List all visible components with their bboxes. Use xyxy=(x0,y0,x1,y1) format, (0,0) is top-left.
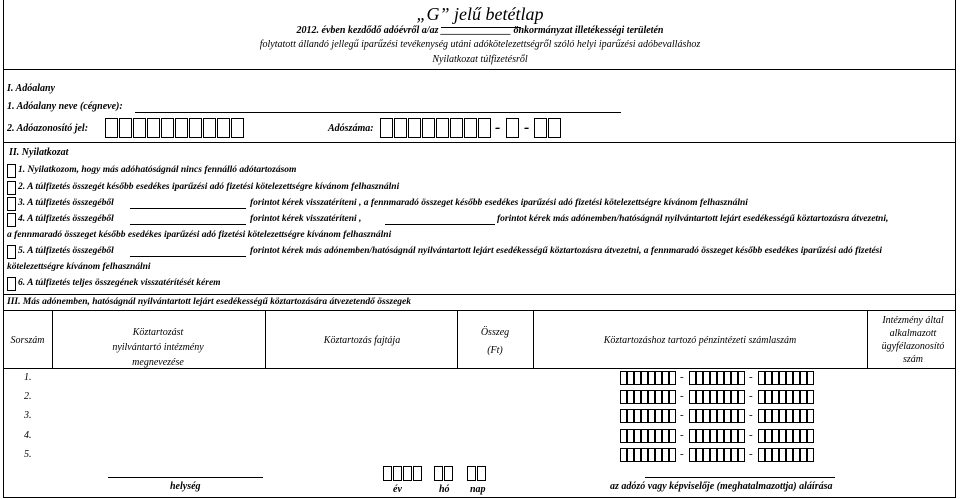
digit-box[interactable] xyxy=(648,390,655,404)
account-number-group[interactable] xyxy=(620,429,676,443)
tax-id-label: 2. Adóazonosító jel: xyxy=(7,123,89,134)
section-2-heading: II. Nyilatkozat xyxy=(9,147,69,158)
digit-box[interactable] xyxy=(641,390,648,404)
divider xyxy=(3,368,956,369)
digit-box[interactable] xyxy=(703,448,710,462)
declaration-item-4-c: forintot kérek más adónemben/hatóságnál nyilvántartott lejárt esedékességű köztartozásra átvezetni, xyxy=(497,214,889,224)
digit-box[interactable] xyxy=(133,118,146,138)
digit-box[interactable] xyxy=(383,466,392,481)
table-row-number: 5. xyxy=(24,449,32,460)
municipality-field[interactable] xyxy=(441,27,521,28)
account-number-dash: - xyxy=(749,429,753,441)
digit-box[interactable] xyxy=(710,429,717,443)
digit-box[interactable] xyxy=(217,118,230,138)
digit-box[interactable] xyxy=(786,429,793,443)
digit-box[interactable] xyxy=(800,429,807,443)
digit-box[interactable] xyxy=(696,371,703,385)
digit-box[interactable] xyxy=(689,409,696,423)
digit-box[interactable] xyxy=(662,409,669,423)
digit-box[interactable] xyxy=(800,371,807,385)
digit-box[interactable] xyxy=(620,429,627,443)
digit-box[interactable] xyxy=(710,409,717,423)
digit-box[interactable] xyxy=(807,429,814,443)
digit-box[interactable] xyxy=(703,371,710,385)
account-number-dash: - xyxy=(749,371,753,383)
digit-box[interactable] xyxy=(634,390,641,404)
taxpayer-name-field[interactable] xyxy=(135,112,621,113)
digit-box[interactable] xyxy=(434,466,443,481)
digit-box[interactable] xyxy=(800,448,807,462)
date-month-field[interactable] xyxy=(434,466,454,481)
digit-box[interactable] xyxy=(627,371,634,385)
digit-box[interactable] xyxy=(627,409,634,423)
digit-box[interactable] xyxy=(758,448,765,462)
digit-box[interactable] xyxy=(779,448,786,462)
account-number-dash: - xyxy=(680,448,684,460)
digit-box[interactable] xyxy=(731,390,738,404)
digit-box[interactable] xyxy=(662,371,669,385)
declaration-item-4-d: a fennmaradó összeget később esedékes iparűzési adó fizetési kötelezettségre kívánom felhasználni xyxy=(7,230,392,240)
digit-box[interactable] xyxy=(634,371,641,385)
digit-box[interactable] xyxy=(793,409,800,423)
digit-box[interactable] xyxy=(634,409,641,423)
digit-box[interactable] xyxy=(793,448,800,462)
checkbox-5[interactable] xyxy=(7,245,16,259)
date-year-field[interactable] xyxy=(383,466,423,481)
account-number-dash: - xyxy=(749,409,753,421)
account-number-group[interactable] xyxy=(620,371,676,385)
digit-box[interactable] xyxy=(393,466,402,481)
checkbox-4[interactable] xyxy=(7,213,16,227)
digit-box[interactable] xyxy=(779,390,786,404)
digit-box[interactable] xyxy=(779,429,786,443)
digit-box[interactable] xyxy=(724,409,731,423)
digit-box[interactable] xyxy=(655,429,662,443)
digit-box[interactable] xyxy=(696,390,703,404)
digit-box[interactable] xyxy=(717,390,724,404)
digit-box[interactable] xyxy=(689,371,696,385)
digit-box[interactable] xyxy=(807,409,814,423)
digit-box[interactable] xyxy=(478,118,491,138)
digit-box[interactable] xyxy=(710,371,717,385)
digit-box[interactable] xyxy=(175,118,188,138)
digit-box[interactable] xyxy=(724,371,731,385)
table-row-number: 2. xyxy=(24,391,32,402)
col-header-sorszam: Sorszám xyxy=(10,335,45,346)
digit-box[interactable] xyxy=(105,118,118,138)
account-number-group[interactable] xyxy=(689,448,745,462)
col-divider xyxy=(265,310,266,368)
declaration-item-4-a: 4. A túlfizetés összegéből xyxy=(18,214,114,224)
digit-box[interactable] xyxy=(620,448,627,462)
digit-box[interactable] xyxy=(648,448,655,462)
digit-box[interactable] xyxy=(731,371,738,385)
digit-box[interactable] xyxy=(669,390,676,404)
taxpayer-name-label: 1. Adóalany neve (cégneve): xyxy=(7,101,123,112)
digit-box[interactable] xyxy=(772,429,779,443)
digit-box[interactable] xyxy=(807,371,814,385)
digit-box[interactable] xyxy=(738,390,745,404)
digit-box[interactable] xyxy=(648,429,655,443)
digit-box[interactable] xyxy=(641,448,648,462)
digit-box[interactable] xyxy=(800,409,807,423)
col-header-szamla: Köztartozáshoz tartozó pénzintézeti számlaszám xyxy=(603,335,797,346)
digit-box[interactable] xyxy=(772,448,779,462)
digit-box[interactable] xyxy=(765,429,772,443)
digit-box[interactable] xyxy=(641,371,648,385)
digit-box[interactable] xyxy=(655,371,662,385)
digit-box[interactable] xyxy=(758,429,765,443)
digit-box[interactable] xyxy=(724,390,731,404)
declaration-item-1: 1. Nyilatkozom, hogy más adóhatóságnál nincs fennálló adótartozásom xyxy=(18,165,297,175)
digit-box[interactable] xyxy=(662,448,669,462)
col-divider xyxy=(52,310,53,368)
col-header-osszeg: Összeg xyxy=(480,327,510,338)
digit-box[interactable] xyxy=(620,390,627,404)
divider xyxy=(3,310,956,311)
divider xyxy=(3,142,956,143)
table-row-number: 4. xyxy=(24,430,32,441)
digit-box[interactable] xyxy=(772,409,779,423)
digit-box[interactable] xyxy=(738,409,745,423)
header-line-1: 2012. évben kezdődő adóévről a/az ______________ önkormányzat illetékességi területén xyxy=(296,25,664,36)
digit-box[interactable] xyxy=(634,448,641,462)
account-number-group[interactable] xyxy=(620,448,676,462)
digit-box[interactable] xyxy=(703,390,710,404)
tax-number-field-2[interactable] xyxy=(506,118,520,138)
digit-box[interactable] xyxy=(717,448,724,462)
account-number-group[interactable] xyxy=(758,409,814,423)
digit-box[interactable] xyxy=(641,429,648,443)
digit-box[interactable] xyxy=(662,429,669,443)
digit-box[interactable] xyxy=(534,118,547,138)
digit-box[interactable] xyxy=(689,448,696,462)
col-header-osszeg-unit: (Ft) xyxy=(487,345,503,356)
digit-box[interactable] xyxy=(738,429,745,443)
digit-box[interactable] xyxy=(627,429,634,443)
account-number-group[interactable] xyxy=(689,409,745,423)
checkbox-1[interactable] xyxy=(7,164,16,178)
form-title: „G” jelű betétlap xyxy=(416,4,544,24)
refund-amount-field-3[interactable] xyxy=(130,208,246,209)
digit-box[interactable] xyxy=(765,448,772,462)
date-day-field[interactable] xyxy=(467,466,487,481)
digit-box[interactable] xyxy=(807,390,814,404)
section-3-heading: III. Más adónemben, hatóságnál nyilvántartott lejárt esedékességű köztartozására átvezetendő összegek xyxy=(7,297,412,307)
day-label: nap xyxy=(470,484,486,495)
digit-box[interactable] xyxy=(779,409,786,423)
digit-box[interactable] xyxy=(203,118,216,138)
digit-box[interactable] xyxy=(119,118,132,138)
account-number-group[interactable] xyxy=(758,448,814,462)
declaration-item-3-a: 3. A túlfizetés összegéből xyxy=(18,198,114,208)
digit-box[interactable] xyxy=(669,371,676,385)
account-number-group[interactable] xyxy=(689,390,745,404)
digit-box[interactable] xyxy=(786,390,793,404)
declaration-item-2: 2. A túlfizetés összegét később esedékes iparűzési adó fizetési kötelezettségre kívánom felhasználni xyxy=(18,182,400,192)
digit-box[interactable] xyxy=(422,118,435,138)
digit-box[interactable] xyxy=(710,448,717,462)
declaration-item-6: 6. A túlfizetés teljes összegének visszatérítését kérem xyxy=(18,278,221,288)
header-line-2: folytatott állandó jellegű iparűzési tevékenység utáni adókötelezettségről szóló helyi iparűzési adóbevalláshoz xyxy=(259,39,701,50)
digit-box[interactable] xyxy=(189,118,202,138)
digit-box[interactable] xyxy=(477,466,486,481)
digit-box[interactable] xyxy=(696,448,703,462)
declaration-item-5-b: forintot kérek más adónemben/hatóságnál nyilvántartott lejárt esedékességű köztartozásra átvezetni, a fennmaradó összeget később esedékes iparűzési adó fizetési xyxy=(250,246,883,256)
digit-box[interactable] xyxy=(786,448,793,462)
tax-id-field[interactable] xyxy=(105,118,245,138)
digit-box[interactable] xyxy=(731,409,738,423)
account-number-group[interactable] xyxy=(758,371,814,385)
digit-box[interactable] xyxy=(738,371,745,385)
digit-box[interactable] xyxy=(772,371,779,385)
digit-box[interactable] xyxy=(506,118,519,138)
digit-box[interactable] xyxy=(703,429,710,443)
table-row-number: 3. xyxy=(24,410,32,421)
digit-box[interactable] xyxy=(807,448,814,462)
account-number-dash: - xyxy=(680,429,684,441)
digit-box[interactable] xyxy=(758,371,765,385)
col-header-intezmeny: Köztartozást nyilvántartó intézmény megnevezése xyxy=(112,327,204,368)
digit-box[interactable] xyxy=(655,390,662,404)
digit-box[interactable] xyxy=(161,118,174,138)
digit-box[interactable] xyxy=(231,118,244,138)
checkbox-3[interactable] xyxy=(7,197,16,211)
account-number-group[interactable] xyxy=(758,390,814,404)
col-divider xyxy=(457,310,458,368)
digit-box[interactable] xyxy=(772,390,779,404)
digit-box[interactable] xyxy=(548,118,561,138)
account-number-dash: - xyxy=(680,390,684,402)
place-label: helység xyxy=(170,481,201,492)
account-number-group[interactable] xyxy=(620,390,676,404)
digit-box[interactable] xyxy=(627,390,634,404)
digit-box[interactable] xyxy=(703,409,710,423)
tax-number-field-3[interactable] xyxy=(534,118,562,138)
tax-number-field[interactable] xyxy=(380,118,492,138)
transfer-amount-field-5[interactable] xyxy=(130,256,246,257)
section-1-heading: I. Adóalany xyxy=(7,83,55,94)
digit-box[interactable] xyxy=(696,409,703,423)
table-row-number: 1. xyxy=(24,372,32,383)
digit-box[interactable] xyxy=(655,448,662,462)
place-field[interactable] xyxy=(108,477,263,478)
digit-box[interactable] xyxy=(669,429,676,443)
digit-box[interactable] xyxy=(717,409,724,423)
checkbox-2[interactable] xyxy=(7,181,16,195)
signature-label: az adózó vagy képviselője (meghatalmazottja) aláírása xyxy=(610,481,833,492)
digit-box[interactable] xyxy=(627,448,634,462)
account-number-dash: - xyxy=(680,371,684,383)
digit-box[interactable] xyxy=(731,429,738,443)
divider xyxy=(3,294,956,295)
digit-box[interactable] xyxy=(655,409,662,423)
digit-box[interactable] xyxy=(779,371,786,385)
digit-box[interactable] xyxy=(724,448,731,462)
digit-box[interactable] xyxy=(758,390,765,404)
digit-box[interactable] xyxy=(786,371,793,385)
digit-box[interactable] xyxy=(380,118,393,138)
digit-box[interactable] xyxy=(444,466,453,481)
account-number-group[interactable] xyxy=(689,429,745,443)
account-number-dash: - xyxy=(749,390,753,402)
digit-box[interactable] xyxy=(765,371,772,385)
digit-box[interactable] xyxy=(634,429,641,443)
declaration-item-5-c: kötelezettségre kívánom felhasználni xyxy=(7,262,151,272)
declaration-item-3-b: forintot kérek visszatéríteni , a fennmaradó összeget később esedékes iparűzési adó fizetési kötelezettségre kívánom felhasználni xyxy=(250,198,748,208)
digit-box[interactable] xyxy=(436,118,449,138)
digit-box[interactable] xyxy=(765,390,772,404)
account-number-dash: - xyxy=(680,409,684,421)
month-label: hó xyxy=(439,484,450,495)
digit-box[interactable] xyxy=(450,118,463,138)
year-label: év xyxy=(393,484,402,495)
digit-box[interactable] xyxy=(717,371,724,385)
digit-box[interactable] xyxy=(786,409,793,423)
digit-box[interactable] xyxy=(620,409,627,423)
digit-box[interactable] xyxy=(793,429,800,443)
checkbox-6[interactable] xyxy=(7,277,16,291)
digit-box[interactable] xyxy=(648,409,655,423)
digit-box[interactable] xyxy=(793,371,800,385)
declaration-item-4-b: forintot kérek visszatéríteni , xyxy=(250,214,362,224)
digit-box[interactable] xyxy=(662,390,669,404)
digit-box[interactable] xyxy=(408,118,421,138)
account-number-group[interactable] xyxy=(758,429,814,443)
declaration-item-5-a: 5. A túlfizetés összegéből xyxy=(18,246,114,256)
digit-box[interactable] xyxy=(710,390,717,404)
digit-box[interactable] xyxy=(641,409,648,423)
signature-field[interactable] xyxy=(645,477,835,478)
header-line-3: Nyilatkozat túlfizetésről xyxy=(432,54,528,65)
digit-box[interactable] xyxy=(394,118,407,138)
account-number-group[interactable] xyxy=(620,409,676,423)
account-number-dash: - xyxy=(749,448,753,460)
digit-box[interactable] xyxy=(147,118,160,138)
digit-box[interactable] xyxy=(669,409,676,423)
digit-box[interactable] xyxy=(689,429,696,443)
col-header-fajta: Köztartozás fajtája xyxy=(323,335,401,346)
refund-amount-field-4[interactable] xyxy=(130,224,246,225)
col-header-ugyfel: Intézmény által alkalmazott ügyfélazonosító szám xyxy=(881,315,945,365)
digit-box[interactable] xyxy=(800,390,807,404)
tax-number-label: Adószáma: xyxy=(328,123,374,134)
tax-number-dash-1: - xyxy=(495,119,501,136)
digit-box[interactable] xyxy=(464,118,477,138)
digit-box[interactable] xyxy=(793,390,800,404)
digit-box[interactable] xyxy=(467,466,476,481)
digit-box[interactable] xyxy=(738,448,745,462)
divider xyxy=(3,69,956,70)
digit-box[interactable] xyxy=(696,429,703,443)
tax-number-dash-2: - xyxy=(524,119,530,136)
digit-box[interactable] xyxy=(648,371,655,385)
digit-box[interactable] xyxy=(717,429,724,443)
transfer-amount-field-4[interactable] xyxy=(385,224,495,225)
digit-box[interactable] xyxy=(724,429,731,443)
digit-box[interactable] xyxy=(765,409,772,423)
digit-box[interactable] xyxy=(413,466,422,481)
digit-box[interactable] xyxy=(689,390,696,404)
digit-box[interactable] xyxy=(403,466,412,481)
col-divider xyxy=(533,310,534,368)
col-divider xyxy=(867,310,868,368)
account-number-group[interactable] xyxy=(689,371,745,385)
digit-box[interactable] xyxy=(669,448,676,462)
digit-box[interactable] xyxy=(620,371,627,385)
digit-box[interactable] xyxy=(758,409,765,423)
digit-box[interactable] xyxy=(731,448,738,462)
